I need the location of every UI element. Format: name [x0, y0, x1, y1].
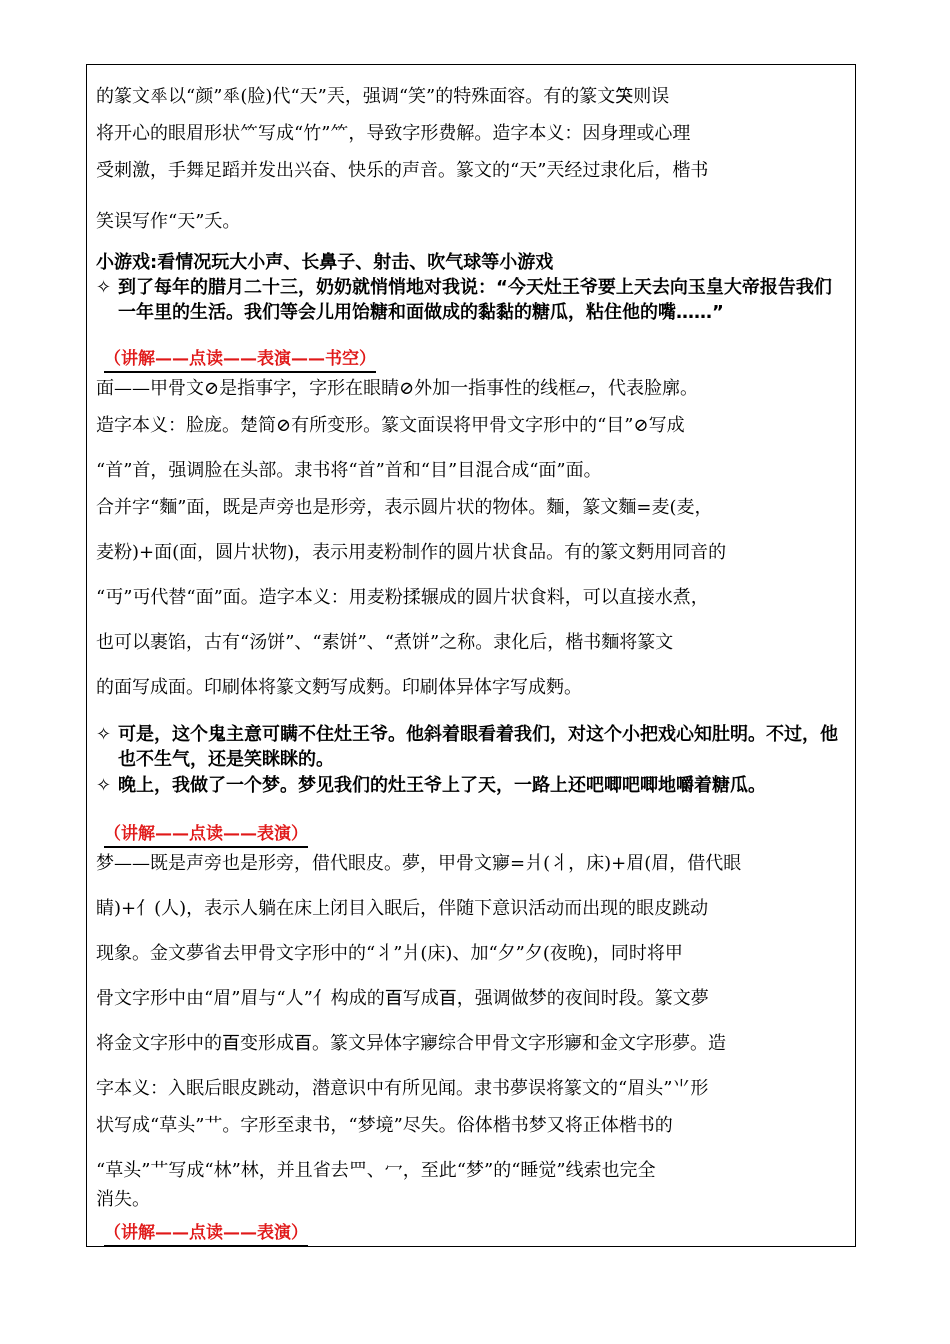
text-line: 骨文字形中由“眉”眉与“人”亻构成的𦣻写成𦣻，强调做梦的夜间时段。篆文夢 — [96, 988, 709, 1009]
text-line: 睛)+亻(人)，表示人躺在床上闭目入眠后，伴随下意识活动而出现的眼皮跳动 — [96, 898, 709, 919]
text-line: 将开心的眼眉形状⺮写成“竹”⺮，导致字形费解。造字本义：因身理或心理 — [96, 123, 691, 144]
text-line: 的面写成面。印刷体将篆文麪写成麪。印刷体异体字写成麪。 — [96, 677, 582, 698]
text-line: “首”首，强调脸在头部。隶书将“首”首和“目”目混合成“面”面。 — [96, 460, 602, 481]
text-line: “草头”艹写成“林”林，并且省去罒、冖，至此“梦”的“睡觉”线索也完全 — [96, 1160, 656, 1181]
paragraph-mian-explanation — [96, 370, 848, 706]
diamond-bullet-icon: ✧ — [96, 724, 112, 745]
diamond-bullet-icon: ✧ — [96, 775, 112, 796]
bullet-item — [96, 275, 848, 325]
text-line: 将金文字形中的𦣻变形成𦣻。篆文异体字㝱综合甲骨文字形㝱和金文字形夢。造 — [96, 1033, 726, 1054]
text-line: “丏”丏代替“面”面。造字本义：用麦粉揉辗成的圆片状食料，可以直接水煮， — [96, 587, 709, 608]
text-line: 的篆文𠦬以“颜”𠦬(脸)代“天”兲，强调“笑”的特殊面容。有的篆文𥬇则误 — [96, 86, 670, 107]
bullet-text: 可是，这个鬼主意可瞒不住灶王爷。他斜着眼看着我们，对这个小把戏心知肚明。不过，他也不生气，还是笑眯眯的。 — [118, 724, 838, 770]
game-heading: 小游戏:看情况玩大小声、长鼻子、射击、吹气球等小游戏 — [96, 252, 554, 273]
bullet-text: 晚上，我做了一个梦。梦见我们的灶王爷上了天，一路上还吧唧吧唧地嚼着糖瓜。 — [118, 775, 766, 796]
activity-label: （讲解——点读——表演——书空） — [104, 348, 376, 373]
text-line: 受刺激，手舞足蹈并发出兴奋、快乐的声音。篆文的“天”兲经过隶化后，楷书 — [96, 160, 709, 181]
text-line: 造字本义：脸庞。楚简⊘有所变形。篆文面误将甲骨文字形中的“目”⊘写成 — [96, 415, 685, 436]
text-line: 也可以裹馅，古有“汤饼”、“素饼”、“煮饼”之称。隶化后，楷书麵将篆文 — [96, 632, 674, 653]
activity-label: （讲解——点读——表演） — [104, 1222, 308, 1247]
text-line: 状写成“草头”艹。字形至隶书，“梦境”尽失。俗体楷书梦又将正体楷书的 — [96, 1115, 673, 1136]
paragraph-xiao-explanation — [96, 78, 848, 240]
text-line: 字本义：入眠后眼皮跳动，潜意识中有所见闻。隶书夢误将篆文的“眉头”⺌形 — [96, 1078, 709, 1099]
text-line: 笑误写作“天”夭。 — [96, 211, 241, 232]
text-line: 梦——既是声旁也是形旁，借代眼皮。夢，甲骨文㝱=爿(丬，床)+眉(眉，借代眼 — [96, 853, 742, 874]
text-line: 面——甲骨文⊘是指事字，字形在眼睛⊘外加一指事性的线框▱，代表脸廓。 — [96, 378, 699, 399]
text-line: 消失。 — [96, 1189, 150, 1210]
activity-label: （讲解——点读——表演） — [104, 823, 308, 848]
text-line: 合并字“麵”面，既是声旁也是形旁，表示圆片状的物体。麵，篆文麵=麦(麦， — [96, 497, 713, 518]
bullet-text: 到了每年的腊月二十三，奶奶就悄悄地对我说：“今天灶王爷要上天去向玉皇大帝报告我们一年里的生活。我们等会儿用饴糖和面做成的黏黏的糖瓜，粘住他的嘴……” — [118, 277, 832, 323]
text-line: 现象。金文夢省去甲骨文字形中的“丬”爿(床)、加“夕”夕(夜晚)，同时将甲 — [96, 943, 683, 964]
text-line: 麦粉)+面(面，圆片状物)，表示用麦粉制作的圆片状食品。有的篆文麪用同音的 — [96, 542, 727, 563]
paragraph-meng-explanation — [96, 845, 848, 1218]
bullet-item — [96, 722, 848, 772]
bullet-item — [96, 773, 848, 798]
diamond-bullet-icon: ✧ — [96, 277, 112, 298]
